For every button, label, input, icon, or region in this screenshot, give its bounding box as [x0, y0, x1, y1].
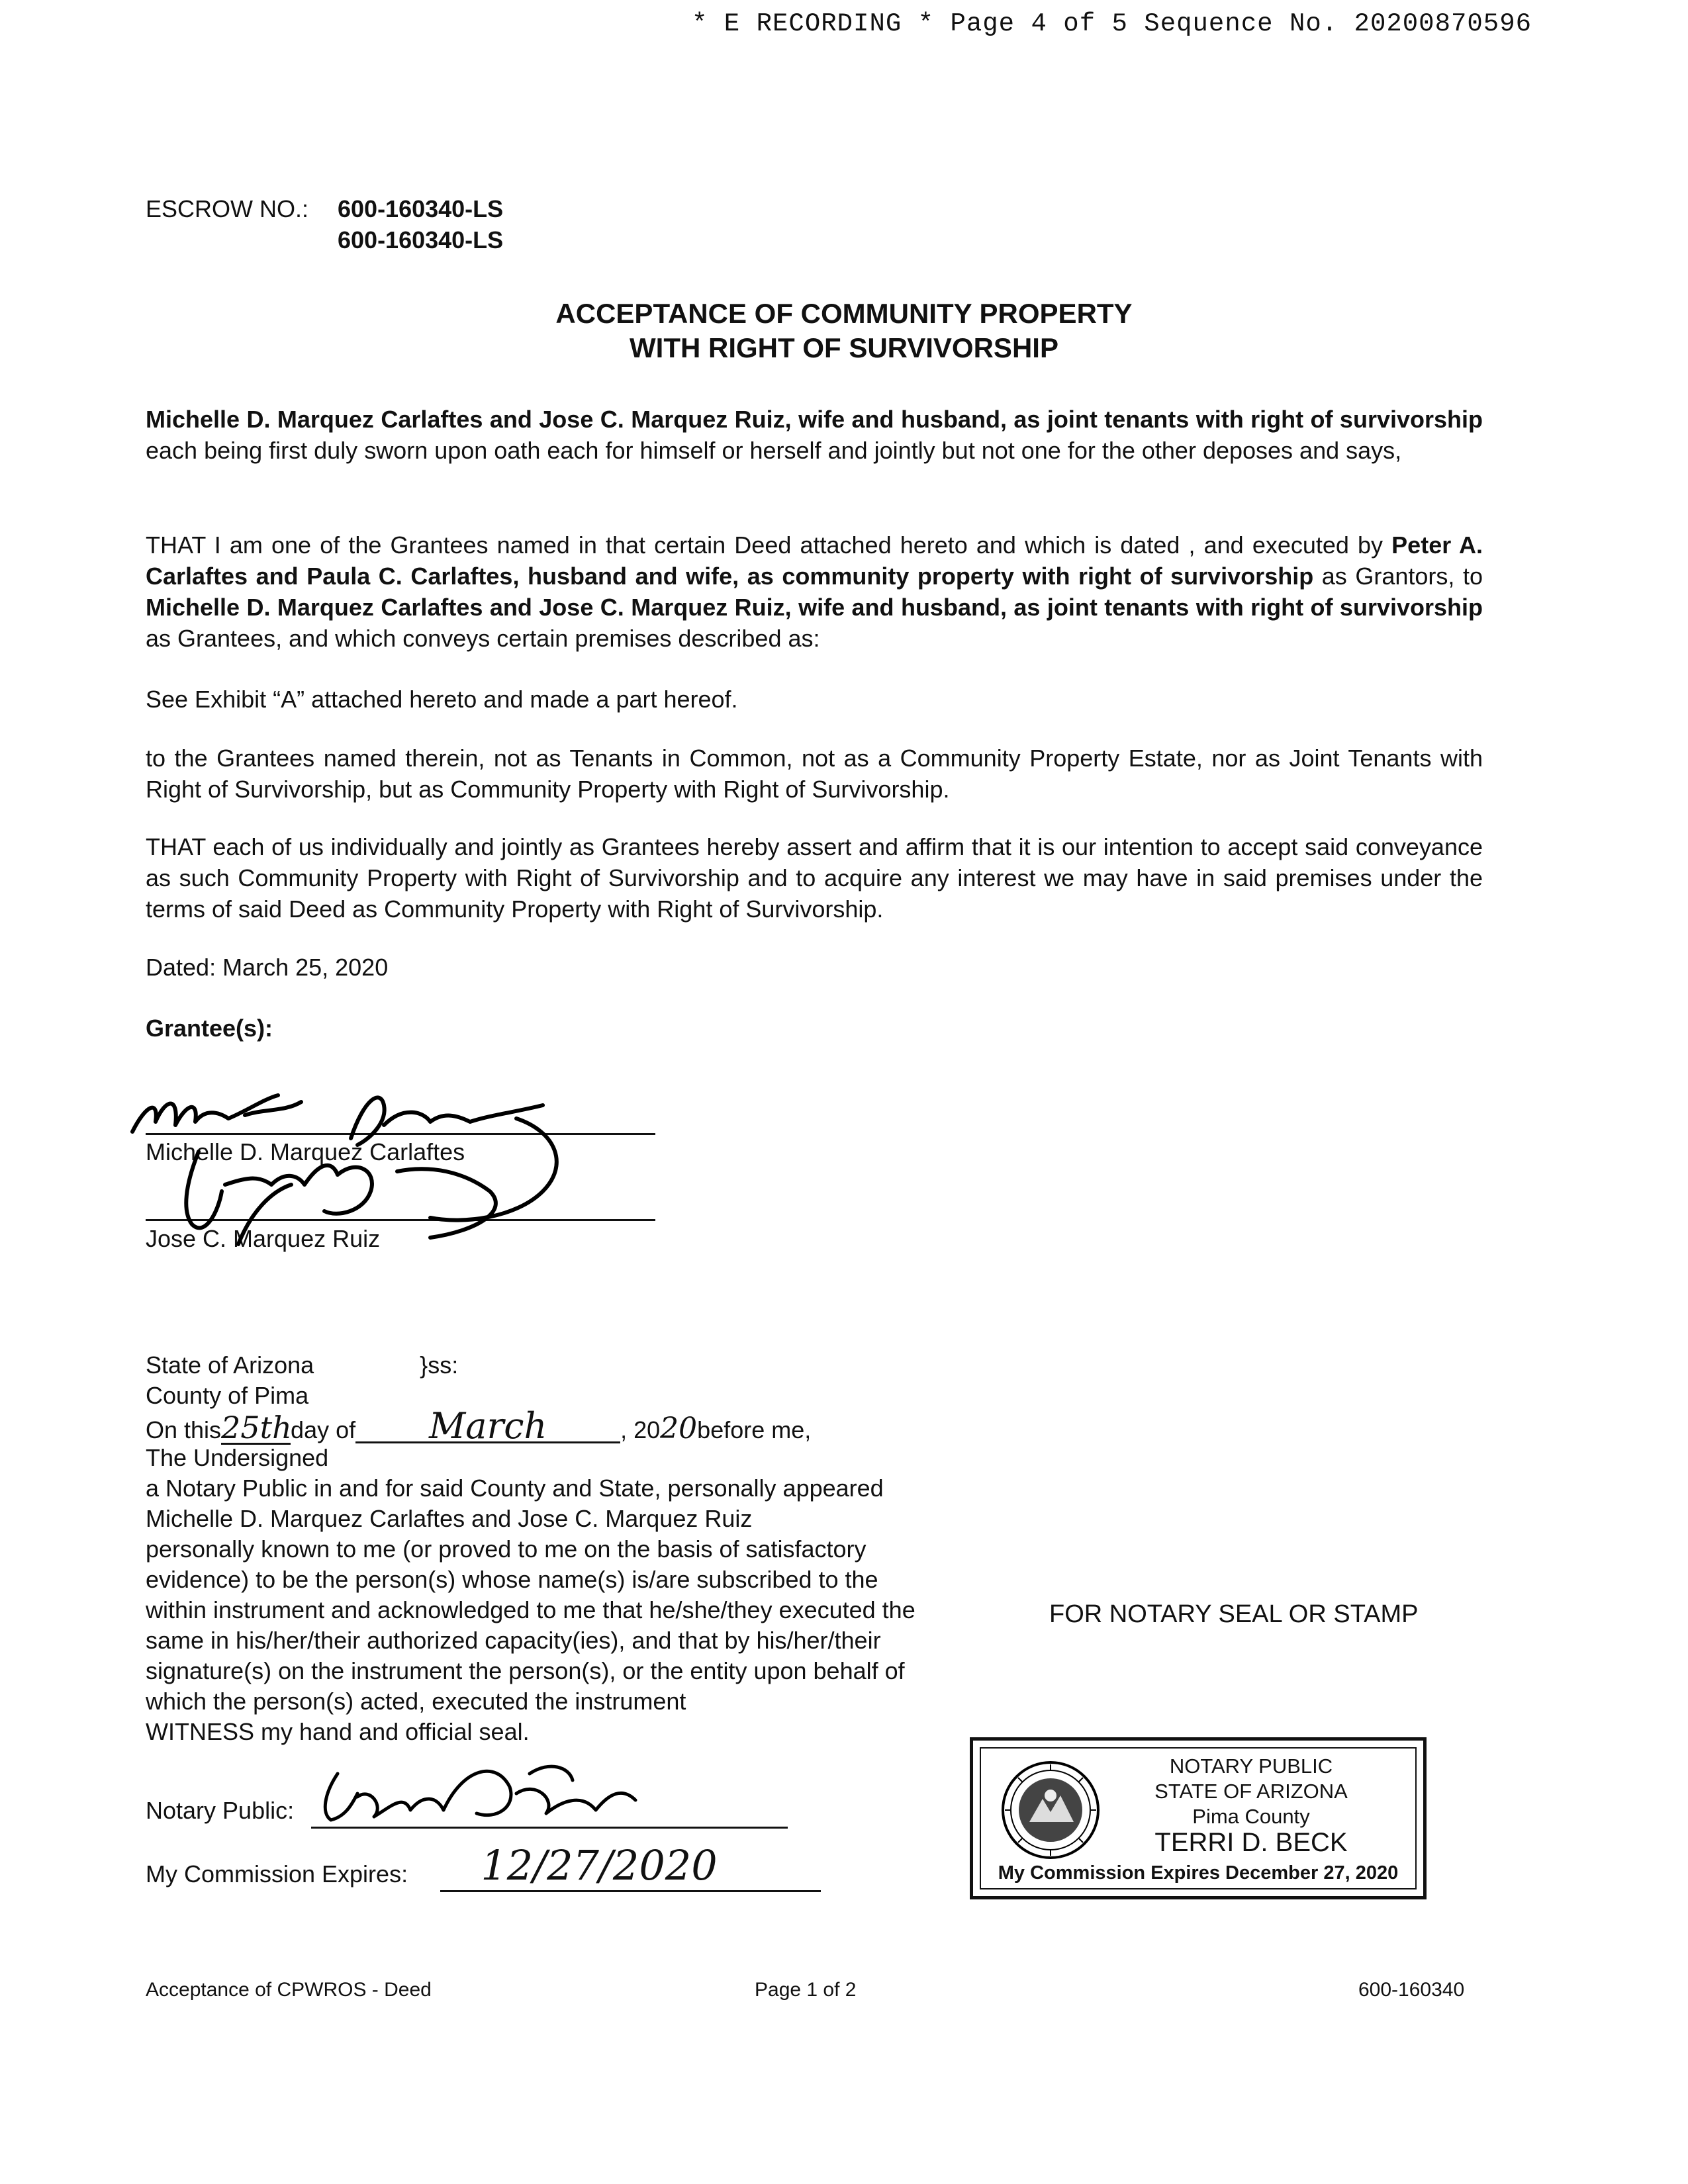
commission-line [440, 1890, 821, 1892]
month-handwritten: March [355, 1411, 620, 1443]
escrow-number-repeat: 600-160340-LS [338, 226, 504, 253]
year-prefix: , 20 [620, 1416, 661, 1443]
escrow-label: ESCROW NO.: [146, 195, 309, 222]
footer-page-number: Page 1 of 2 [755, 1979, 857, 2001]
escrow-block [146, 193, 504, 253]
ack-line-8: which the person(s) acted, executed the instrument [146, 1688, 686, 1715]
ss-mark: }ss: [420, 1351, 459, 1379]
stamp-commission: My Commission Expires December 27, 2020 [998, 1862, 1399, 1884]
signer-1-name: Michelle D. Marquez Carlaftes [146, 1138, 465, 1165]
notary-stamp [970, 1737, 1427, 1899]
ack-line-6: same in his/her/their authorized capacity(ies), and that by his/her/their [146, 1627, 881, 1654]
document-title [0, 296, 1688, 365]
day-of-label: day of [291, 1416, 356, 1443]
ack-line-3: personally known to me (or proved to me on the basis of satisfactory [146, 1535, 867, 1563]
state-seal-icon [1000, 1759, 1102, 1862]
paragraph-grantee-deed [146, 529, 1483, 654]
escrow-number: 600-160340-LS [338, 195, 504, 222]
paragraph-exhibit: See Exhibit “A” attached hereto and made a part hereof. [146, 686, 738, 713]
paragraph-deponents [146, 404, 1483, 466]
paragraph-tenancy: to the Grantees named therein, not as Tenants in Common, not as a Community Property Estate, nor as Joint Tenants with Right of Survivorship, but as Community Property with Right of Survivorship. [146, 745, 1483, 803]
recording-header: * E RECORDING * Page 4 of 5 Sequence No. 20200870596 [692, 9, 1532, 38]
before-me-label: before me, [697, 1416, 812, 1443]
commission-date-handwritten: 12/27/2020 [481, 1841, 718, 1889]
notary-public-label: Notary Public: [146, 1797, 295, 1824]
ack-line-1: a Notary Public in and for said County and State, personally appeared [146, 1475, 884, 1502]
witness-line: WITNESS my hand and official seal. [146, 1718, 530, 1745]
ack-line-2: Michelle D. Marquez Carlaftes and Jose C. Marquez Ruiz [146, 1505, 753, 1532]
county-line: County of Pima [146, 1382, 309, 1409]
stamp-notary-name: TERRI D. BECK [1154, 1828, 1348, 1857]
deed-text-3: as Grantees, and which conveys certain premises described as: [146, 625, 820, 652]
deed-text-2: as Grantors, to [1313, 563, 1483, 590]
title-line-1: ACCEPTANCE OF COMMUNITY PROPERTY [555, 298, 1133, 329]
dated-line: Dated: March 25, 2020 [146, 954, 389, 981]
ack-line-5: within instrument and acknowledged to me that he/she/they executed the [146, 1596, 915, 1623]
undersigned-line: The Undersigned [146, 1444, 329, 1471]
on-this-label: On this [146, 1416, 222, 1443]
footer-doc-name: Acceptance of CPWROS - Deed [146, 1979, 432, 2001]
paragraph-affirmation: THAT each of us individually and jointly as Grantees hereby assert and affirm that it is our intention to accept said conveyance as such Community Property with Right of Survivorship and to acquire any interest we may have in said premises under the terms of said Deed as Community Property with Right of Survivorship. [146, 833, 1483, 923]
commission-label: My Commission Expires: [146, 1860, 408, 1888]
on-this-line [146, 1405, 915, 1447]
ack-line-4: evidence) to be the person(s) whose name(s) is/are subscribed to the [146, 1566, 878, 1593]
stamp-line-3: Pima County [1192, 1805, 1310, 1828]
grantors-names: Peter A. Carlaftes and Paula C. Carlaftes, husband and wife, as community property with right of survivorship [146, 531, 1483, 590]
day-handwritten: 25th [221, 1410, 292, 1445]
stamp-line-2: STATE OF ARIZONA [1154, 1780, 1348, 1803]
stamp-line-1: NOTARY PUBLIC [1169, 1754, 1333, 1778]
notary-acknowledgement [146, 1350, 915, 1747]
state-name: State of Arizona [146, 1351, 314, 1379]
grantees-names-2: Michelle D. Marquez Carlaftes and Jose C. Marquez Ruiz, wife and husband, as joint tenants with right of survivorship [146, 594, 1483, 621]
deed-text-1: THAT I am one of the Grantees named in that certain Deed attached hereto and which is dated , and executed by [146, 531, 1392, 559]
state-line [146, 1350, 915, 1381]
seal-label: FOR NOTARY SEAL OR STAMP [1049, 1600, 1419, 1628]
title-line-2: WITH RIGHT OF SURVIVORSHIP [630, 332, 1058, 363]
footer-file-number: 600-160340 [1358, 1979, 1465, 2001]
grantees-names: Michelle D. Marquez Carlaftes and Jose C. Marquez Ruiz, wife and husband, as joint tenants with right of survivorship [146, 406, 1483, 433]
grantee-signatures [119, 1059, 596, 1271]
year-handwritten: 20 [660, 1412, 698, 1445]
grantees-label: Grantee(s): [146, 1015, 273, 1042]
ack-line-7: signature(s) on the instrument the person(s), or the entity upon behalf of [146, 1657, 905, 1684]
deposes-text: each being first duly sworn upon oath each for himself or herself and jointly but not one for the other deposes and says, [146, 437, 1402, 464]
notary-signature [311, 1747, 642, 1833]
signer-2-name: Jose C. Marquez Ruiz [146, 1225, 381, 1252]
